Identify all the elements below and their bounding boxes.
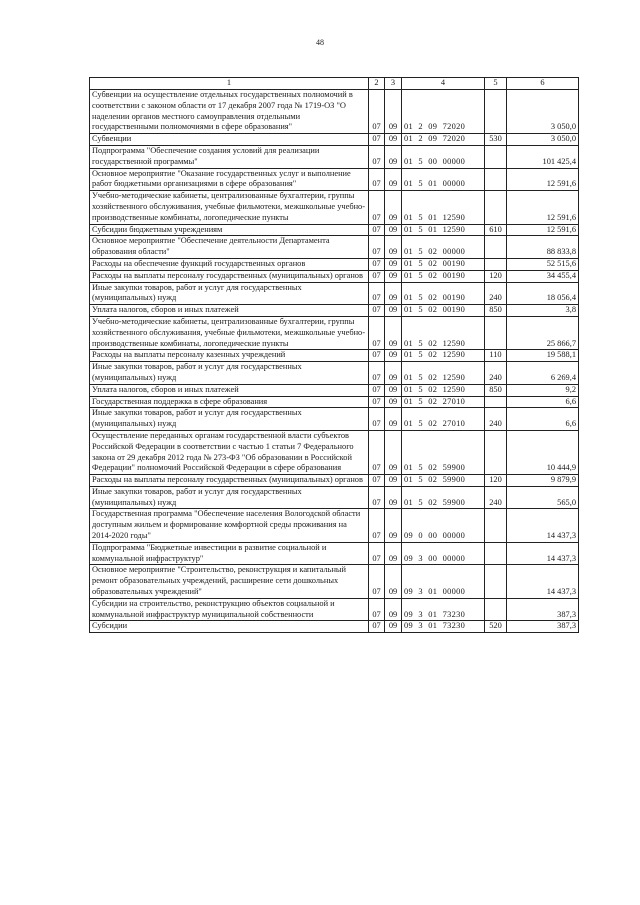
row-name: Подпрограмма "Обеспечение создания условий для реализации государственной программы" [90, 145, 369, 168]
row-name: Расходы на выплаты персоналу казенных учреждений [90, 350, 369, 362]
row-name: Учебно-методические кабинеты, централизованные бухгалтерии, группы хозяйственного обслуживания, учебные фильмотеки, межшкольные учебно-производственные комбинаты, логопедические пункты [90, 316, 369, 349]
header-cell: 3 [385, 78, 402, 90]
table-row [90, 565, 579, 598]
row-subsection: 09 [385, 270, 402, 282]
row-subsection: 09 [385, 396, 402, 408]
row-section: 07 [369, 316, 385, 349]
row-amount: 387,3 [507, 621, 579, 633]
row-section: 07 [369, 224, 385, 236]
row-name: Расходы на обеспечение функций государственных органов [90, 258, 369, 270]
row-section: 07 [369, 598, 385, 621]
row-section: 07 [369, 145, 385, 168]
row-amount: 6,6 [507, 396, 579, 408]
row-target-code: 01 5 00 00000 [402, 145, 485, 168]
row-section: 07 [369, 270, 385, 282]
row-amount: 3,8 [507, 305, 579, 317]
header-cell: 1 [90, 78, 369, 90]
row-target-code: 01 5 02 00190 [402, 258, 485, 270]
table-row [90, 282, 579, 305]
table-row [90, 509, 579, 542]
row-name: Основное мероприятие "Обеспечение деятельности Департамента образования области" [90, 236, 369, 259]
row-subsection: 09 [385, 282, 402, 305]
header-cell: 4 [402, 78, 485, 90]
row-target-code: 09 3 00 00000 [402, 542, 485, 565]
table-row [90, 362, 579, 385]
row-target-code: 01 5 02 00190 [402, 270, 485, 282]
row-expense-type [485, 509, 507, 542]
row-target-code: 01 5 02 12590 [402, 350, 485, 362]
row-section: 07 [369, 134, 385, 146]
row-subsection: 09 [385, 350, 402, 362]
row-subsection: 09 [385, 168, 402, 191]
table-row [90, 270, 579, 282]
row-name: Субвенции на осуществление отдельных государственных полномочий в соответствии с законом области от 17 декабря 2007 года № 1719-ОЗ "О наделении органов местного самоуправления отдельными государственными полномочиями в сфере образования" [90, 90, 369, 134]
row-section: 07 [369, 236, 385, 259]
row-subsection: 09 [385, 475, 402, 487]
row-amount: 101 425,4 [507, 145, 579, 168]
row-subsection: 09 [385, 90, 402, 134]
row-section: 07 [369, 258, 385, 270]
table-row [90, 224, 579, 236]
row-amount: 9 879,9 [507, 475, 579, 487]
table-row [90, 90, 579, 134]
row-expense-type [485, 258, 507, 270]
row-section: 07 [369, 384, 385, 396]
row-subsection: 09 [385, 305, 402, 317]
row-expense-type: 110 [485, 350, 507, 362]
row-subsection: 09 [385, 316, 402, 349]
row-amount: 9,2 [507, 384, 579, 396]
row-subsection: 09 [385, 236, 402, 259]
row-section: 07 [369, 362, 385, 385]
row-expense-type: 240 [485, 362, 507, 385]
row-target-code: 01 5 02 59900 [402, 486, 485, 509]
row-expense-type: 120 [485, 270, 507, 282]
row-expense-type: 240 [485, 282, 507, 305]
row-name: Иные закупки товаров, работ и услуг для государственных (муниципальных) нужд [90, 486, 369, 509]
table-row [90, 145, 579, 168]
row-subsection: 09 [385, 486, 402, 509]
row-amount: 387,3 [507, 598, 579, 621]
row-name: Подпрограмма "Бюджетные инвестиции в развитие социальной и коммунальной инфраструктур" [90, 542, 369, 565]
row-subsection: 09 [385, 430, 402, 474]
row-section: 07 [369, 305, 385, 317]
row-section: 07 [369, 191, 385, 224]
row-section: 07 [369, 168, 385, 191]
row-amount: 10 444,9 [507, 430, 579, 474]
table-row [90, 316, 579, 349]
row-name: Основное мероприятие "Строительство, реконструкция и капитальный ремонт образовательных учреждений, расширение сети дошкольных образовательных учреждений" [90, 565, 369, 598]
row-name: Уплата налогов, сборов и иных платежей [90, 384, 369, 396]
row-section: 07 [369, 542, 385, 565]
row-amount: 14 437,3 [507, 509, 579, 542]
row-section: 07 [369, 430, 385, 474]
row-amount: 6,6 [507, 408, 579, 431]
row-name: Уплата налогов, сборов и иных платежей [90, 305, 369, 317]
row-expense-type: 520 [485, 621, 507, 633]
table-row [90, 305, 579, 317]
row-amount: 6 269,4 [507, 362, 579, 385]
row-target-code: 01 5 01 00000 [402, 168, 485, 191]
row-name: Иные закупки товаров, работ и услуг для государственных (муниципальных) нужд [90, 408, 369, 431]
row-target-code: 01 5 02 00000 [402, 236, 485, 259]
header-cell: 5 [485, 78, 507, 90]
table-row [90, 396, 579, 408]
row-amount: 14 437,3 [507, 542, 579, 565]
row-amount: 18 056,4 [507, 282, 579, 305]
row-amount: 25 866,7 [507, 316, 579, 349]
table-row [90, 475, 579, 487]
row-section: 07 [369, 621, 385, 633]
row-amount: 52 515,6 [507, 258, 579, 270]
table-row [90, 542, 579, 565]
row-name: Расходы на выплаты персоналу государственных (муниципальных) органов [90, 270, 369, 282]
row-expense-type [485, 191, 507, 224]
row-target-code: 09 3 01 00000 [402, 565, 485, 598]
table-row [90, 350, 579, 362]
row-amount: 12 591,6 [507, 191, 579, 224]
row-amount: 34 455,4 [507, 270, 579, 282]
header-cell: 6 [507, 78, 579, 90]
table-row [90, 236, 579, 259]
row-name: Иные закупки товаров, работ и услуг для государственных (муниципальных) нужд [90, 362, 369, 385]
row-section: 07 [369, 509, 385, 542]
row-expense-type [485, 542, 507, 565]
row-subsection: 09 [385, 598, 402, 621]
row-expense-type: 240 [485, 486, 507, 509]
row-name: Субсидии [90, 621, 369, 633]
table-row [90, 598, 579, 621]
row-amount: 3 050,0 [507, 90, 579, 134]
table-row [90, 258, 579, 270]
row-amount: 3 050,0 [507, 134, 579, 146]
row-section: 07 [369, 282, 385, 305]
row-amount: 12 591,6 [507, 168, 579, 191]
table-row [90, 191, 579, 224]
row-expense-type [485, 565, 507, 598]
row-target-code: 09 3 01 73230 [402, 598, 485, 621]
header-cell: 2 [369, 78, 385, 90]
row-section: 07 [369, 565, 385, 598]
row-name: Субвенции [90, 134, 369, 146]
row-target-code: 01 5 02 12590 [402, 362, 485, 385]
row-expense-type: 530 [485, 134, 507, 146]
table-row [90, 486, 579, 509]
row-target-code: 01 5 02 00190 [402, 282, 485, 305]
row-amount: 565,0 [507, 486, 579, 509]
table-row [90, 430, 579, 474]
row-target-code: 01 5 02 12590 [402, 316, 485, 349]
row-subsection: 09 [385, 258, 402, 270]
row-expense-type [485, 430, 507, 474]
row-subsection: 09 [385, 509, 402, 542]
row-name: Иные закупки товаров, работ и услуг для государственных (муниципальных) нужд [90, 282, 369, 305]
row-expense-type: 850 [485, 305, 507, 317]
row-expense-type [485, 236, 507, 259]
row-subsection: 09 [385, 145, 402, 168]
row-target-code: 01 5 02 00190 [402, 305, 485, 317]
table-row [90, 134, 579, 146]
row-name: Учебно-методические кабинеты, централизованные бухгалтерии, группы хозяйственного обслуживания, учебные фильмотеки, межшкольные учебно-производственные комбинаты, логопедические пункты [90, 191, 369, 224]
row-amount: 88 833,8 [507, 236, 579, 259]
page-number: 48 [316, 38, 324, 47]
row-expense-type: 610 [485, 224, 507, 236]
row-target-code: 01 5 01 12590 [402, 224, 485, 236]
row-target-code: 01 5 02 59900 [402, 475, 485, 487]
row-name: Осуществление переданных органам государственной власти субъектов Российской Федерации в соответствии с частью 1 статьи 7 Федерального закона от 29 декабря 2012 года № 273-ФЗ "Об образовании в Российской Федерации" полномочий Российской Федерации в сфере образования [90, 430, 369, 474]
row-subsection: 09 [385, 621, 402, 633]
row-subsection: 09 [385, 542, 402, 565]
row-name: Субсидии на строительство, реконструкцию объектов социальной и коммунальной инфраструктур муниципальной собственности [90, 598, 369, 621]
row-target-code: 09 3 01 73230 [402, 621, 485, 633]
budget-table [89, 77, 579, 633]
row-amount: 19 588,1 [507, 350, 579, 362]
row-name: Государственная поддержка в сфере образования [90, 396, 369, 408]
row-expense-type [485, 316, 507, 349]
row-target-code: 01 2 09 72020 [402, 90, 485, 134]
row-target-code: 09 0 00 00000 [402, 509, 485, 542]
row-section: 07 [369, 475, 385, 487]
row-amount: 14 437,3 [507, 565, 579, 598]
row-expense-type [485, 90, 507, 134]
table-row [90, 408, 579, 431]
row-target-code: 01 5 02 27010 [402, 396, 485, 408]
row-target-code: 01 5 01 12590 [402, 191, 485, 224]
row-expense-type: 240 [485, 408, 507, 431]
table-row [90, 168, 579, 191]
row-subsection: 09 [385, 134, 402, 146]
row-target-code: 01 5 02 27010 [402, 408, 485, 431]
table-header-row [90, 78, 579, 90]
row-subsection: 09 [385, 384, 402, 396]
row-expense-type [485, 396, 507, 408]
row-subsection: 09 [385, 565, 402, 598]
row-section: 07 [369, 396, 385, 408]
row-name: Основное мероприятие "Оказание государственных услуг и выполнение работ бюджетными организациями в сфере образования" [90, 168, 369, 191]
table-body [90, 90, 579, 633]
row-subsection: 09 [385, 224, 402, 236]
row-name: Государственная программа "Обеспечение населения Вологодской области доступным жильем и формирование комфортной среды проживания на 2014-2020 годы" [90, 509, 369, 542]
row-target-code: 01 2 09 72020 [402, 134, 485, 146]
row-target-code: 01 5 02 12590 [402, 384, 485, 396]
row-target-code: 01 5 02 59900 [402, 430, 485, 474]
row-section: 07 [369, 90, 385, 134]
table-row [90, 384, 579, 396]
row-name: Субсидии бюджетным учреждениям [90, 224, 369, 236]
row-expense-type [485, 145, 507, 168]
row-name: Расходы на выплаты персоналу государственных (муниципальных) органов [90, 475, 369, 487]
row-subsection: 09 [385, 408, 402, 431]
row-expense-type [485, 168, 507, 191]
row-expense-type: 120 [485, 475, 507, 487]
row-subsection: 09 [385, 191, 402, 224]
row-expense-type: 850 [485, 384, 507, 396]
row-section: 07 [369, 350, 385, 362]
table-row [90, 621, 579, 633]
row-expense-type [485, 598, 507, 621]
row-section: 07 [369, 486, 385, 509]
row-amount: 12 591,6 [507, 224, 579, 236]
row-section: 07 [369, 408, 385, 431]
row-subsection: 09 [385, 362, 402, 385]
